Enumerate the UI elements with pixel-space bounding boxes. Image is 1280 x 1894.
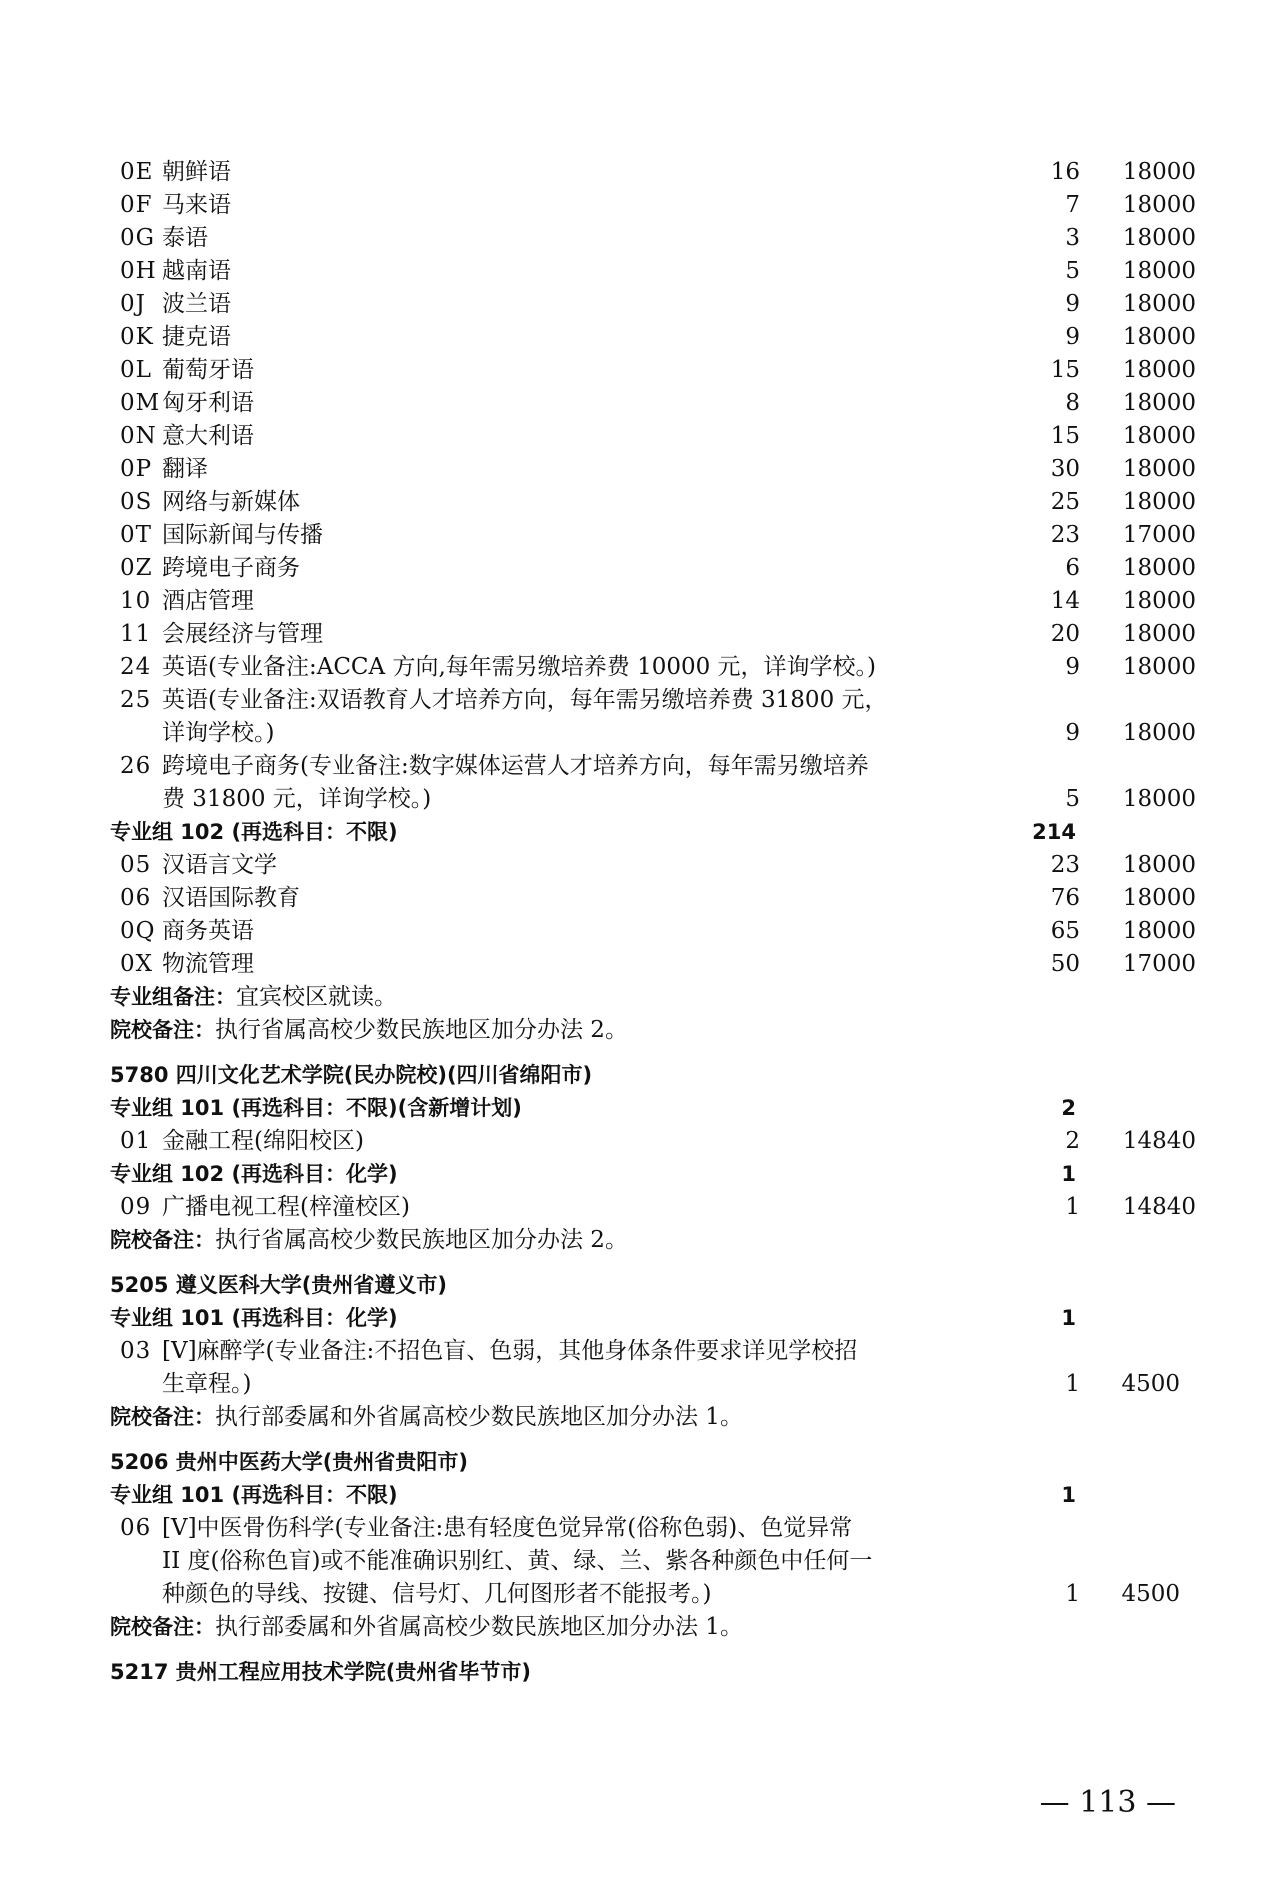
major-code: 0Z bbox=[120, 555, 153, 581]
major-name: 广播电视工程(梓潼校区) bbox=[162, 1194, 410, 1220]
group-count: 1 bbox=[1061, 1162, 1076, 1186]
major-code: 0G bbox=[120, 225, 156, 251]
tuition-fee: 18000 bbox=[1122, 852, 1196, 878]
plan-count: 16 bbox=[1050, 159, 1080, 185]
major-row-line1 bbox=[0, 1512, 1280, 1545]
major-row bbox=[0, 453, 1280, 486]
major-row bbox=[0, 255, 1280, 288]
plan-count: 5 bbox=[1065, 786, 1080, 812]
group-header bbox=[0, 1092, 1280, 1125]
group-count: 214 bbox=[1032, 820, 1076, 844]
major-row-26-line1 bbox=[0, 750, 1280, 783]
plan-count: 1 bbox=[1065, 1371, 1080, 1397]
major-row bbox=[0, 222, 1280, 255]
major-row bbox=[0, 387, 1280, 420]
major-code: 11 bbox=[120, 621, 152, 647]
group-title: 专业组 101 (再选科目：不限) bbox=[110, 1483, 398, 1507]
major-code: 0M bbox=[120, 390, 161, 416]
school-note bbox=[0, 1224, 1280, 1257]
tuition-fee: 18000 bbox=[1122, 390, 1196, 416]
major-name: [V]中医骨伤科学(专业备注:患有轻度色觉异常(俗称色弱)、色觉异常 bbox=[162, 1515, 853, 1541]
plan-count: 50 bbox=[1050, 951, 1080, 977]
major-code: 24 bbox=[120, 654, 152, 680]
tuition-fee: 18000 bbox=[1122, 918, 1196, 944]
group-header bbox=[0, 1302, 1280, 1335]
major-code: 0N bbox=[120, 423, 157, 449]
major-name: 酒店管理 bbox=[162, 588, 254, 614]
school-note bbox=[0, 1611, 1280, 1644]
school-title: 5780 四川文化艺术学院(民办院校)(四川省绵阳市) bbox=[110, 1063, 593, 1087]
tuition-fee: 18000 bbox=[1122, 456, 1196, 482]
major-name: 泰语 bbox=[162, 225, 208, 251]
note-label: 院校备注： bbox=[110, 1615, 215, 1639]
major-name: 翻译 bbox=[162, 456, 208, 482]
major-row-25-line2 bbox=[0, 717, 1280, 750]
major-name: 物流管理 bbox=[162, 951, 254, 977]
page-number: — 113 — bbox=[1039, 1785, 1176, 1820]
tuition-fee: 17000 bbox=[1122, 951, 1196, 977]
major-name: 朝鲜语 bbox=[162, 159, 231, 185]
note-text: 执行省属高校少数民族地区加分办法 2。 bbox=[215, 1227, 628, 1253]
major-name: 汉语国际教育 bbox=[162, 885, 300, 911]
major-name: 国际新闻与传播 bbox=[162, 522, 323, 548]
group-header bbox=[0, 1158, 1280, 1191]
major-code: 05 bbox=[120, 852, 152, 878]
major-row bbox=[0, 849, 1280, 882]
major-row bbox=[0, 1125, 1280, 1158]
major-row bbox=[0, 882, 1280, 915]
major-row bbox=[0, 156, 1280, 189]
major-row bbox=[0, 915, 1280, 948]
major-code: 0H bbox=[120, 258, 157, 284]
major-row bbox=[0, 189, 1280, 222]
major-row bbox=[0, 354, 1280, 387]
major-code: 0F bbox=[120, 192, 153, 218]
major-code: 0S bbox=[120, 489, 153, 515]
plan-count: 15 bbox=[1050, 423, 1080, 449]
major-row bbox=[0, 585, 1280, 618]
school-title: 5206 贵州中医药大学(贵州省贵阳市) bbox=[110, 1450, 468, 1474]
tuition-fee: 18000 bbox=[1122, 291, 1196, 317]
school-title-5206 bbox=[0, 1446, 1280, 1479]
tuition-fee: 18000 bbox=[1122, 654, 1196, 680]
note-text: 执行部委属和外省属高校少数民族地区加分办法 1。 bbox=[215, 1614, 743, 1640]
plan-count: 3 bbox=[1065, 225, 1080, 251]
tuition-fee: 4500 bbox=[1121, 1371, 1180, 1397]
major-code: 0L bbox=[120, 357, 152, 383]
plan-count: 6 bbox=[1065, 555, 1080, 581]
major-code: 10 bbox=[120, 588, 152, 614]
major-name-cont: 详询学校。) bbox=[162, 720, 275, 746]
plan-count: 1 bbox=[1065, 1581, 1080, 1607]
major-name: 商务英语 bbox=[162, 918, 254, 944]
major-row bbox=[0, 288, 1280, 321]
tuition-fee: 18000 bbox=[1122, 324, 1196, 350]
major-name: 金融工程(绵阳校区) bbox=[162, 1128, 364, 1154]
major-code: 0Q bbox=[120, 918, 156, 944]
major-list bbox=[0, 156, 1280, 684]
document-page bbox=[0, 156, 1280, 1689]
major-row bbox=[0, 552, 1280, 585]
major-name: 葡萄牙语 bbox=[162, 357, 254, 383]
major-name: 捷克语 bbox=[162, 324, 231, 350]
major-name: 英语(专业备注:ACCA 方向,每年需另缴培养费 10000 元，详询学校。) bbox=[162, 654, 877, 680]
major-row-25-line1 bbox=[0, 684, 1280, 717]
tuition-fee: 14840 bbox=[1122, 1194, 1196, 1220]
major-code: 26 bbox=[120, 753, 152, 779]
school-title-5780 bbox=[0, 1059, 1280, 1092]
plan-count: 5 bbox=[1065, 258, 1080, 284]
school-title: 5217 贵州工程应用技术学院(贵州省毕节市) bbox=[110, 1660, 531, 1684]
major-code: 06 bbox=[120, 1515, 152, 1541]
major-name: 会展经济与管理 bbox=[162, 621, 323, 647]
group-count: 1 bbox=[1061, 1483, 1076, 1507]
plan-count: 23 bbox=[1050, 852, 1080, 878]
note-label: 专业组备注： bbox=[110, 985, 236, 1009]
major-code: 06 bbox=[120, 885, 152, 911]
plan-count: 20 bbox=[1050, 621, 1080, 647]
major-code: 09 bbox=[120, 1194, 152, 1220]
major-name: 汉语言文学 bbox=[162, 852, 277, 878]
plan-count: 14 bbox=[1050, 588, 1080, 614]
tuition-fee: 18000 bbox=[1122, 192, 1196, 218]
note-label: 院校备注： bbox=[110, 1405, 215, 1429]
tuition-fee: 18000 bbox=[1122, 720, 1196, 746]
major-name-cont: 种颜色的导线、按键、信号灯、几何图形者不能报考。) bbox=[162, 1581, 712, 1607]
major-code: 0T bbox=[120, 522, 152, 548]
group102-major-list bbox=[0, 849, 1280, 981]
plan-count: 9 bbox=[1065, 291, 1080, 317]
tuition-fee: 18000 bbox=[1122, 258, 1196, 284]
group-title: 专业组 101 (再选科目：不限)(含新增计划) bbox=[110, 1096, 522, 1120]
group-count: 1 bbox=[1061, 1306, 1076, 1330]
major-name: [V]麻醉学(专业备注:不招色盲、色弱，其他身体条件要求详见学校招 bbox=[162, 1338, 858, 1364]
major-row-line2 bbox=[0, 1368, 1280, 1401]
major-code: 25 bbox=[120, 687, 152, 713]
major-name: 马来语 bbox=[162, 192, 231, 218]
note-label: 院校备注： bbox=[110, 1228, 215, 1252]
plan-count: 9 bbox=[1065, 720, 1080, 746]
major-row-line3 bbox=[0, 1578, 1280, 1611]
major-row bbox=[0, 486, 1280, 519]
tuition-fee: 18000 bbox=[1122, 621, 1196, 647]
plan-count: 76 bbox=[1050, 885, 1080, 911]
major-code: 03 bbox=[120, 1338, 152, 1364]
note-text: 执行部委属和外省属高校少数民族地区加分办法 1。 bbox=[215, 1404, 743, 1430]
major-code: 0K bbox=[120, 324, 154, 350]
group-title: 专业组 102 (再选科目：化学) bbox=[110, 1162, 398, 1186]
major-code: 0J bbox=[120, 291, 146, 317]
tuition-fee: 18000 bbox=[1122, 588, 1196, 614]
major-code: 0P bbox=[120, 456, 153, 482]
major-name: 波兰语 bbox=[162, 291, 231, 317]
group-title: 专业组 102 (再选科目：不限) bbox=[110, 820, 398, 844]
major-row-26-line2 bbox=[0, 783, 1280, 816]
plan-count: 1 bbox=[1065, 1194, 1080, 1220]
plan-count: 30 bbox=[1050, 456, 1080, 482]
group-note bbox=[0, 981, 1280, 1014]
major-code: 0E bbox=[120, 159, 154, 185]
tuition-fee: 18000 bbox=[1122, 159, 1196, 185]
major-row-line2 bbox=[0, 1545, 1280, 1578]
group-title: 专业组 101 (再选科目：化学) bbox=[110, 1306, 398, 1330]
major-name: 越南语 bbox=[162, 258, 231, 284]
note-text: 宜宾校区就读。 bbox=[236, 984, 397, 1010]
major-row bbox=[0, 618, 1280, 651]
major-name: 跨境电子商务 bbox=[162, 555, 300, 581]
tuition-fee: 17000 bbox=[1122, 522, 1196, 548]
major-name: 匈牙利语 bbox=[162, 390, 254, 416]
tuition-fee: 14840 bbox=[1122, 1128, 1196, 1154]
group-count: 2 bbox=[1061, 1096, 1076, 1120]
tuition-fee: 18000 bbox=[1122, 423, 1196, 449]
major-row bbox=[0, 420, 1280, 453]
major-name: 英语(专业备注:双语教育人才培养方向，每年需另缴培养费 31800 元， bbox=[162, 687, 888, 713]
major-code: 0X bbox=[120, 951, 154, 977]
group-header-102 bbox=[0, 816, 1280, 849]
tuition-fee: 18000 bbox=[1122, 225, 1196, 251]
major-row bbox=[0, 651, 1280, 684]
plan-count: 15 bbox=[1050, 357, 1080, 383]
major-row bbox=[0, 321, 1280, 354]
plan-count: 23 bbox=[1050, 522, 1080, 548]
school-note bbox=[0, 1401, 1280, 1434]
plan-count: 25 bbox=[1050, 489, 1080, 515]
tuition-fee: 18000 bbox=[1122, 357, 1196, 383]
plan-count: 9 bbox=[1065, 654, 1080, 680]
plan-count: 8 bbox=[1065, 390, 1080, 416]
tuition-fee: 18000 bbox=[1122, 555, 1196, 581]
tuition-fee: 18000 bbox=[1122, 489, 1196, 515]
major-name-cont: 费 31800 元，详询学校。) bbox=[162, 786, 432, 812]
major-name: 意大利语 bbox=[162, 423, 254, 449]
major-name-cont: II 度(俗称色盲)或不能准确识别红、黄、绿、兰、紫各种颜色中任何一 bbox=[162, 1548, 873, 1574]
major-name: 网络与新媒体 bbox=[162, 489, 300, 515]
school-note bbox=[0, 1014, 1280, 1047]
major-row bbox=[0, 948, 1280, 981]
tuition-fee: 18000 bbox=[1122, 786, 1196, 812]
major-name-cont: 生章程。) bbox=[162, 1371, 252, 1397]
school-title-5205 bbox=[0, 1269, 1280, 1302]
plan-count: 65 bbox=[1050, 918, 1080, 944]
note-text: 执行省属高校少数民族地区加分办法 2。 bbox=[215, 1017, 628, 1043]
major-row bbox=[0, 1191, 1280, 1224]
plan-count: 7 bbox=[1065, 192, 1080, 218]
major-name: 跨境电子商务(专业备注:数字媒体运营人才培养方向，每年需另缴培养 bbox=[162, 753, 869, 779]
school-title-5217 bbox=[0, 1656, 1280, 1689]
note-label: 院校备注： bbox=[110, 1018, 215, 1042]
group-header bbox=[0, 1479, 1280, 1512]
tuition-fee: 4500 bbox=[1121, 1581, 1180, 1607]
plan-count: 2 bbox=[1065, 1128, 1080, 1154]
major-code: 01 bbox=[120, 1128, 152, 1154]
major-row bbox=[0, 519, 1280, 552]
major-row-line1 bbox=[0, 1335, 1280, 1368]
school-title: 5205 遵义医科大学(贵州省遵义市) bbox=[110, 1273, 447, 1297]
tuition-fee: 18000 bbox=[1122, 885, 1196, 911]
plan-count: 9 bbox=[1065, 324, 1080, 350]
